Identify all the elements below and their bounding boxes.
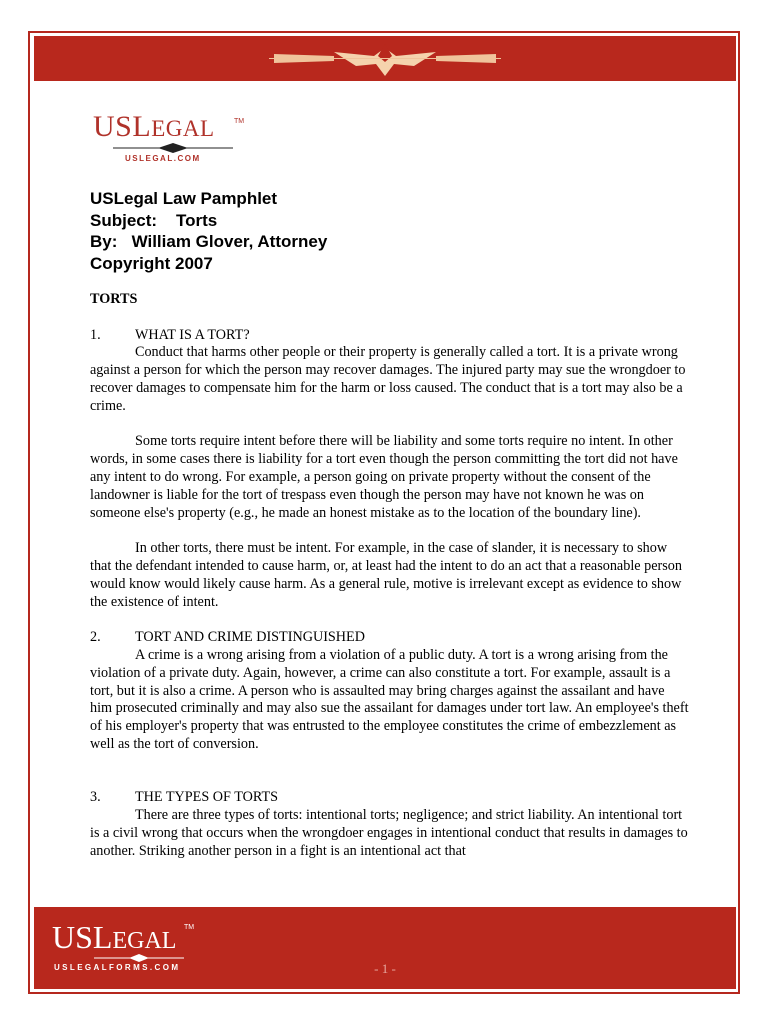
eagle-ornament-icon	[34, 36, 736, 81]
subject-line	[90, 210, 327, 232]
subject-value: Torts	[175, 210, 218, 230]
footer-band	[34, 907, 736, 989]
logo-wordmark: USLEGAL	[93, 110, 215, 143]
header-band	[34, 36, 736, 81]
paragraph: A crime is a wrong arising from a violation of a public duty. A tort is a wrong arising from the violation of a private duty. Again, however, a crime can also constitute a tort. For example, assault is a tort, but it is also a crime. A person who is assaulted may bring charges against the assailant and have him prosecuted criminally and may also sue the assailant for damages under tort law. An employee's theft of his employer's property that was entrusted to the employee constitutes the crime of embezzlement as well as the tort of conversion.	[90, 646, 689, 752]
footer-logo-wordmark[interactable]: USLEGAL	[52, 919, 177, 955]
logo-domain: USLEGAL.COM	[125, 154, 201, 163]
copyright-line: Copyright 2007	[90, 253, 213, 273]
uslegal-logo[interactable]	[93, 112, 253, 168]
author-line	[90, 231, 327, 253]
by-label: By:	[90, 232, 118, 251]
paragraph: Conduct that harms other people or their property is generally called a tort. It is a private wrong against a person for which the person may recover damages. The injured party may sue the wrongdoer to recover damages to compensate him for the harm or loss caused. The conduct that is a tort may also be a crime.	[90, 344, 686, 414]
paragraph: In other torts, there must be intent. For example, in the case of slander, it is necessary to show that the defendant intended to cause harm, or, at least had the intent to do an act that a reasonable person would know would likely cause harm. As a general rule, motive is irrelevant except as evidence to show the existence of intent.	[90, 540, 682, 610]
eagle-icon	[113, 142, 233, 154]
pamphlet-meta	[90, 188, 327, 274]
section-heading: 1. WHAT IS A TORT?	[90, 326, 250, 343]
document-body	[90, 291, 690, 861]
footer-logo-domain: USLEGALFORMS.COM	[54, 963, 181, 972]
footer-logo-trademark: TM	[184, 924, 195, 931]
document-heading: TORTS	[90, 291, 138, 307]
paragraph: There are three types of torts: intentional torts; negligence; and strict liability. An intentional tort is a civil wrong that occurs when the wrongdoer engages in intentional conduct that results in damages to another. Striking another person in a fight is an intentional act that	[90, 807, 688, 859]
section-heading: 3. THE TYPES OF TORTS	[90, 789, 279, 806]
logo-trademark: TM	[234, 118, 245, 125]
author-value: William Glover, Attorney	[131, 232, 328, 251]
paragraph: Some torts require intent before there will be liability and some torts require no intent. In other words, in some cases there is liability for a tort even though the person committing the tort did not have any intent to do wrong. For example, a person going on private property without the consent of the landowner is liable for the tort of trespass even though the person may have not known he was on someone else's property (e.g., he made an honest mistake as to the location of the boundary line).	[90, 433, 678, 521]
subject-label: Subject:	[90, 210, 158, 230]
section-heading: 2. TORT AND CRIME DISTINGUISHED	[90, 629, 365, 646]
page-number: - 1 -	[374, 961, 396, 976]
pamphlet-title: USLegal Law Pamphlet	[90, 189, 278, 208]
